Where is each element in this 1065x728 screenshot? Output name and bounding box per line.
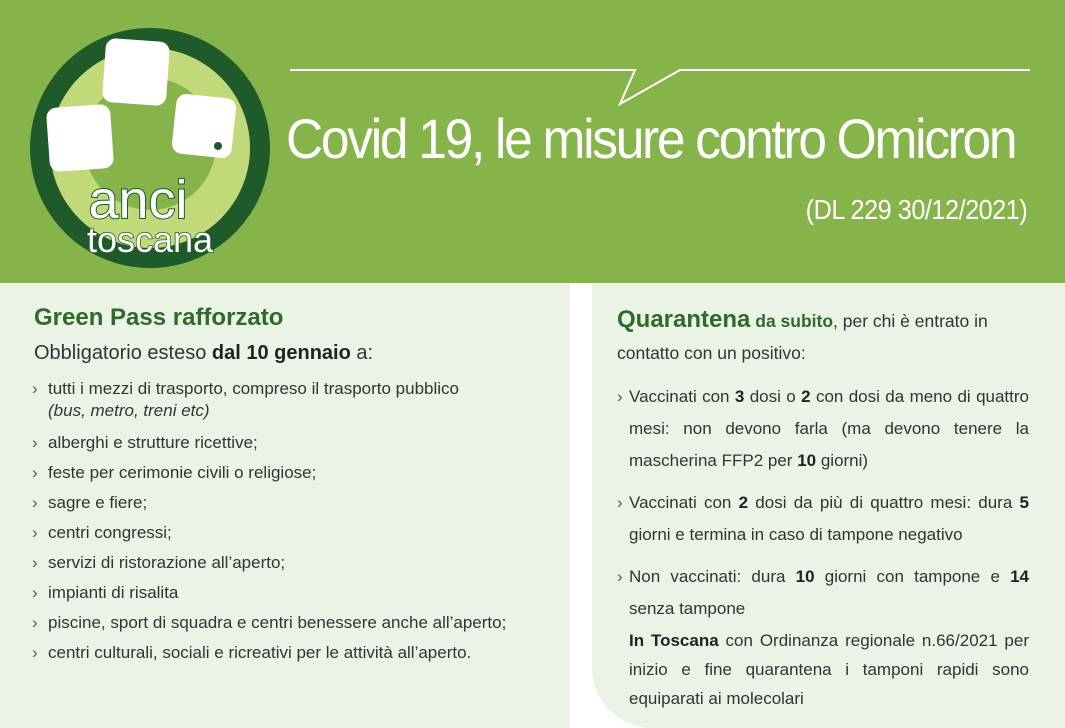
list-item-note: (bus, metro, treni etc) xyxy=(48,401,210,420)
logo-text-anci: anci xyxy=(88,170,188,230)
list-item: › centri culturali, sociali e ricreativi per le attività all’aperto. xyxy=(32,643,472,662)
chevron-right-icon: › xyxy=(32,553,38,572)
list-item: › tutti i mezzi di trasporto, compreso il trasporto pubblico (bus, metro, treni etc) xyxy=(32,378,567,432)
chevron-right-icon: › xyxy=(32,643,38,662)
chevron-right-icon: › xyxy=(32,613,38,632)
chevron-right-icon: › xyxy=(617,493,623,512)
list-item: › Vaccinati con 3 dosi o 2 con dosi da meno di quattro mesi: non devono farla (ma devono tenere la mascherina FFP2 per 10 giorni) xyxy=(617,381,1029,477)
chevron-right-icon: › xyxy=(32,433,38,452)
green-pass-heading: Green Pass rafforzato xyxy=(34,304,284,331)
page-title: Covid 19, le misure contro Omicron xyxy=(286,107,1016,170)
speech-bubble-line xyxy=(290,60,1030,110)
quarantena-content xyxy=(617,304,1029,635)
header-banner xyxy=(0,0,1065,283)
quarantena-heading: Quarantena da subito, per chi è entrato in contatto con un positivo: xyxy=(617,306,988,363)
list-item: › piscine, sport di squadra e centri benessere anche all’aperto; xyxy=(32,613,507,632)
chevron-right-icon: › xyxy=(32,583,38,602)
list-item: › impianti di risalita xyxy=(32,583,179,602)
list-item: › feste per cerimonie civili o religiose; xyxy=(32,463,317,482)
list-item: › sagre e fiere; xyxy=(32,493,148,512)
toscana-ordinance-note: In Toscana con Ordinanza regionale n.66/2021 per inizio e fine quarantena i tamponi rapidi sono equiparati ai molecolari xyxy=(629,631,1029,708)
chevron-right-icon: › xyxy=(32,523,38,542)
list-item: › Non vaccinati: dura 10 giorni con tampone e 14 senza tampone xyxy=(617,561,1029,625)
chevron-right-icon: › xyxy=(32,379,38,398)
quarantena-list xyxy=(617,381,1029,625)
chevron-right-icon: › xyxy=(32,463,38,482)
list-item: › alberghi e strutture ricettive; xyxy=(32,433,258,452)
green-pass-list xyxy=(32,378,567,672)
page-subtitle: (DL 229 30/12/2021) xyxy=(805,194,1027,225)
chevron-right-icon: › xyxy=(617,387,623,406)
green-pass-intro: Obbligatorio esteso dal 10 gennaio a: xyxy=(34,342,374,364)
list-item: › centri congressi; xyxy=(32,523,172,542)
anci-toscana-logo xyxy=(28,26,272,270)
logo-text-toscana: toscana xyxy=(86,219,214,260)
chevron-right-icon: › xyxy=(32,493,38,512)
list-item: › servizi di ristorazione all’aperto; xyxy=(32,553,286,572)
chevron-right-icon: › xyxy=(617,567,623,586)
list-item: › Vaccinati con 2 dosi da più di quattro mesi: dura 5 giorni e termina in caso di tampone negativo xyxy=(617,487,1029,551)
